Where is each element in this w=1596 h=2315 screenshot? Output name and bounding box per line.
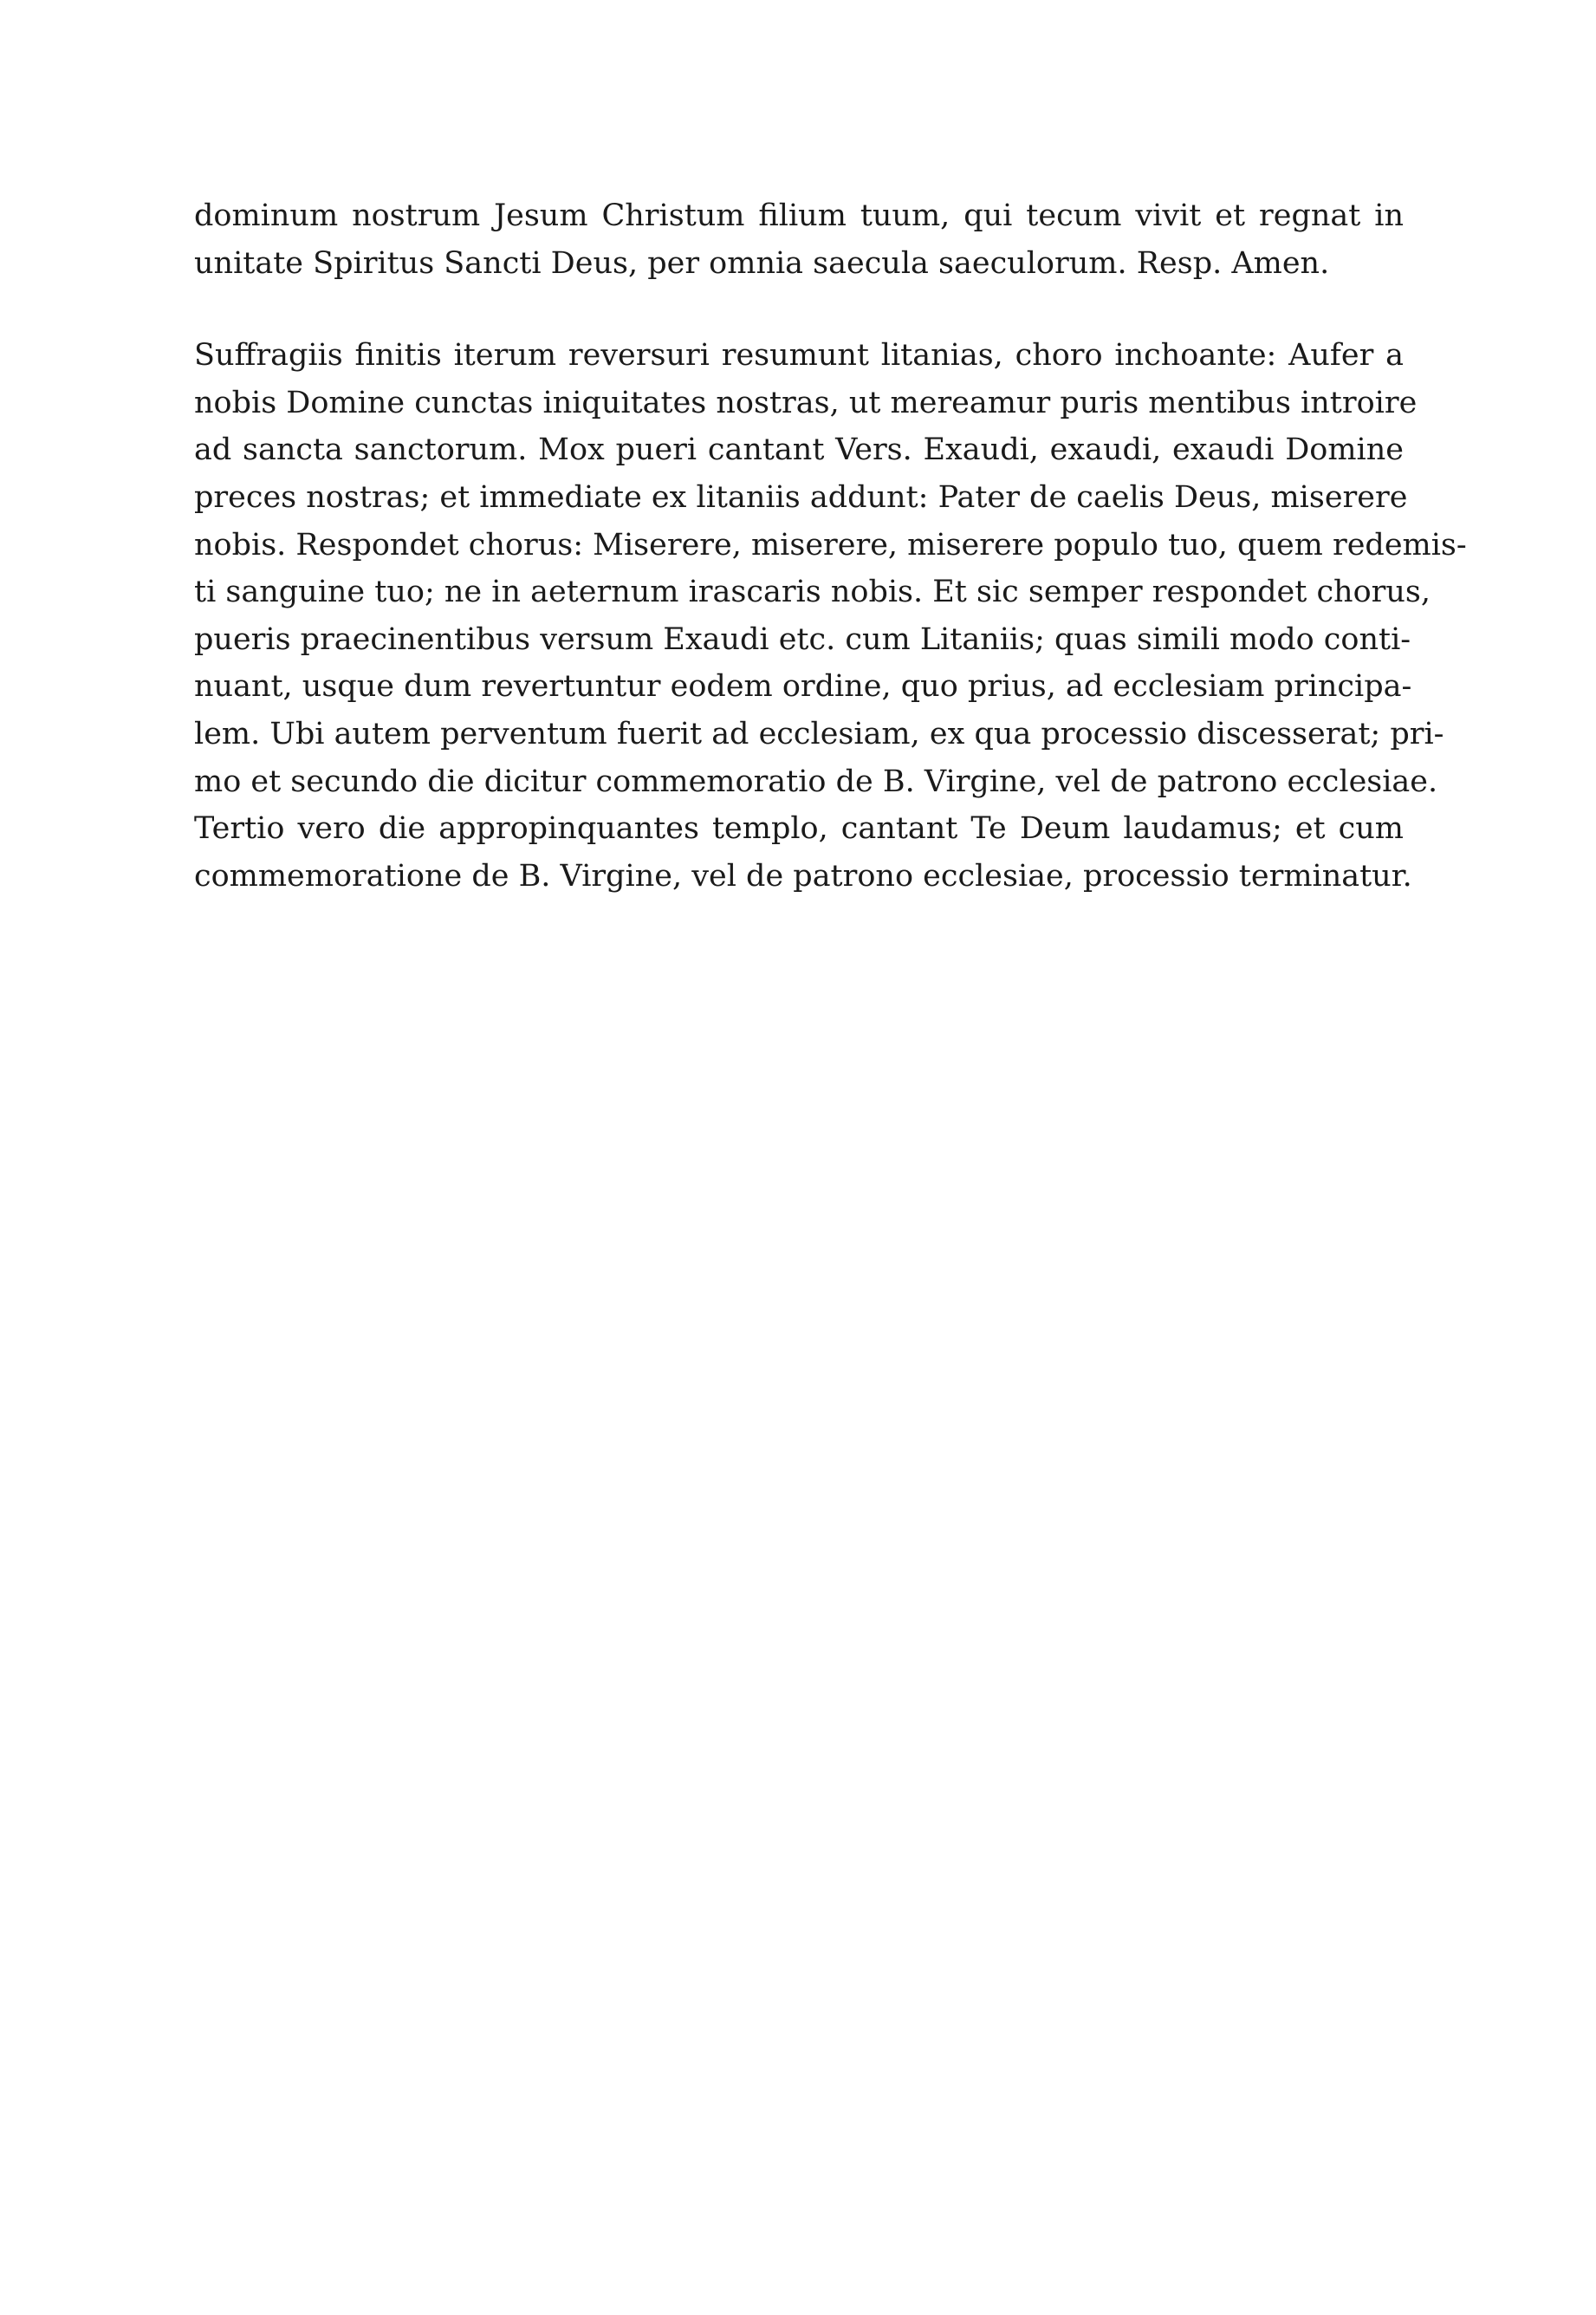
text-line: Suffragiis finitis iterum reversuri resumunt litanias, choro inchoante: Aufer a (194, 338, 1404, 374)
text-line: preces nostras; et immediate ex litaniis addunt: Pater de caelis Deus, miserere (194, 479, 1408, 515)
text-line: nobis Domine cunctas iniquitates nostras, ut mereamur puris mentibus introire (194, 385, 1418, 420)
text-line: nobis. Respondet chorus: Miserere, miserere, miserere populo tuo, quem redemis- (194, 527, 1467, 562)
text-line: commemoratione de B. Virgine, vel de patrono ecclesiae, processio terminatur. (194, 858, 1412, 894)
text-line: ad sancta sanctorum. Mox pueri cantant Vers. Exaudi, exaudi, exaudi Domine (194, 432, 1404, 468)
text-line: nuant, usque dum revertuntur eodem ordine, quo prius, ad ecclesiam principa- (194, 669, 1412, 705)
text-line: ti sanguine tuo; ne in aeternum irascaris nobis. Et sic semper respondet chorus, (194, 575, 1431, 610)
body-text (194, 192, 1467, 900)
paragraph-2 (194, 332, 1467, 900)
text-line: dominum nostrum Jesum Christum filium tuum, qui tecum vivit et regnat in (194, 198, 1404, 233)
paragraph-1 (194, 192, 1404, 287)
paragraph-spacer (194, 287, 1404, 332)
text-line: unitate Spiritus Sancti Deus, per omnia saecula saeculorum. Resp. Amen. (194, 245, 1330, 281)
text-line: mo et secundo die dicitur commemoratio de B. Virgine, vel de patrono ecclesiae. (194, 764, 1438, 799)
text-line: Tertio vero die appropinquantes templo, cantant Te Deum laudamus; et cum (194, 811, 1404, 847)
text-line: lem. Ubi autem perventum fuerit ad ecclesiam, ex qua processio discesserat; pri- (194, 716, 1444, 751)
text-line: pueris praecinentibus versum Exaudi etc. cum Litaniis; quas simili modo conti- (194, 621, 1411, 657)
